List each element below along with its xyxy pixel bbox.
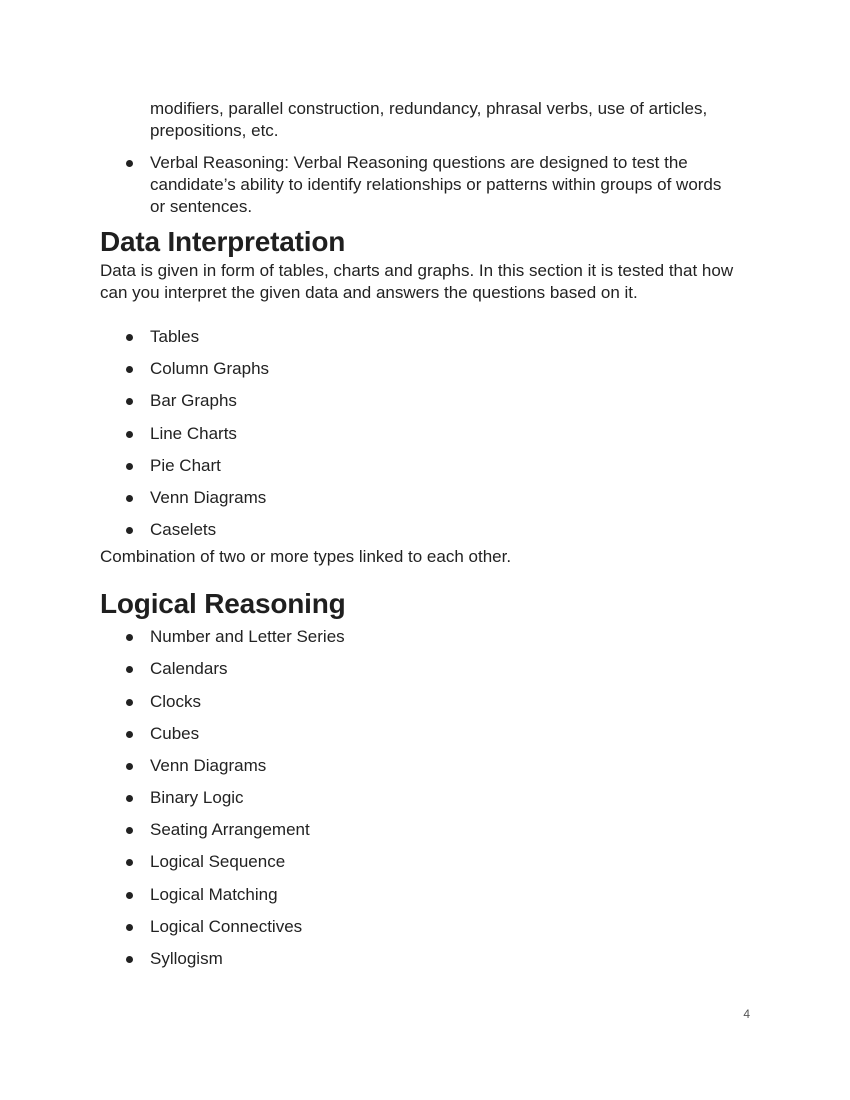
page-number: 4 — [743, 1007, 750, 1021]
document-page — [100, 98, 740, 970]
heading-logical-reasoning: Logical Reasoning — [100, 588, 346, 620]
list-item: Logical Connectives — [100, 916, 740, 938]
list-item: Tables — [100, 326, 740, 348]
list-item: Binary Logic — [100, 787, 740, 809]
list-item: Syllogism — [100, 948, 740, 970]
heading-data-interpretation: Data Interpretation — [100, 226, 346, 257]
data-interpretation-note: Combination of two or more types linked to each other. — [100, 547, 512, 567]
verbal-list — [100, 152, 740, 218]
list-item: Cubes — [100, 723, 740, 745]
list-item: Logical Matching — [100, 884, 740, 906]
list-item: Bar Graphs — [100, 390, 740, 412]
list-item: Clocks — [100, 691, 740, 713]
list-item: Column Graphs — [100, 358, 740, 380]
data-interpretation-list — [100, 326, 740, 541]
list-item: Number and Letter Series — [100, 626, 740, 648]
list-item: Line Charts — [100, 423, 740, 445]
continued-paragraph: modifiers, parallel construction, redundancy, phrasal verbs, use of articles, prepositions, etc. — [150, 99, 708, 140]
list-item: Seating Arrangement — [100, 819, 740, 841]
list-item: Logical Sequence — [100, 851, 740, 873]
data-interpretation-intro: Data is given in form of tables, charts and graphs. In this section it is tested that how can you interpret the given data and answers the questions based on it. — [100, 261, 734, 302]
list-item: Venn Diagrams — [100, 487, 740, 509]
list-item: Caselets — [100, 519, 740, 541]
list-item: Calendars — [100, 658, 740, 680]
list-item: Pie Chart — [100, 455, 740, 477]
list-item: Venn Diagrams — [100, 755, 740, 777]
logical-reasoning-list — [100, 626, 740, 970]
list-item-verbal-reasoning: Verbal Reasoning: Verbal Reasoning questions are designed to test the candidate’s ability to identify relationships or patterns within groups of words or sentences. — [100, 152, 740, 218]
